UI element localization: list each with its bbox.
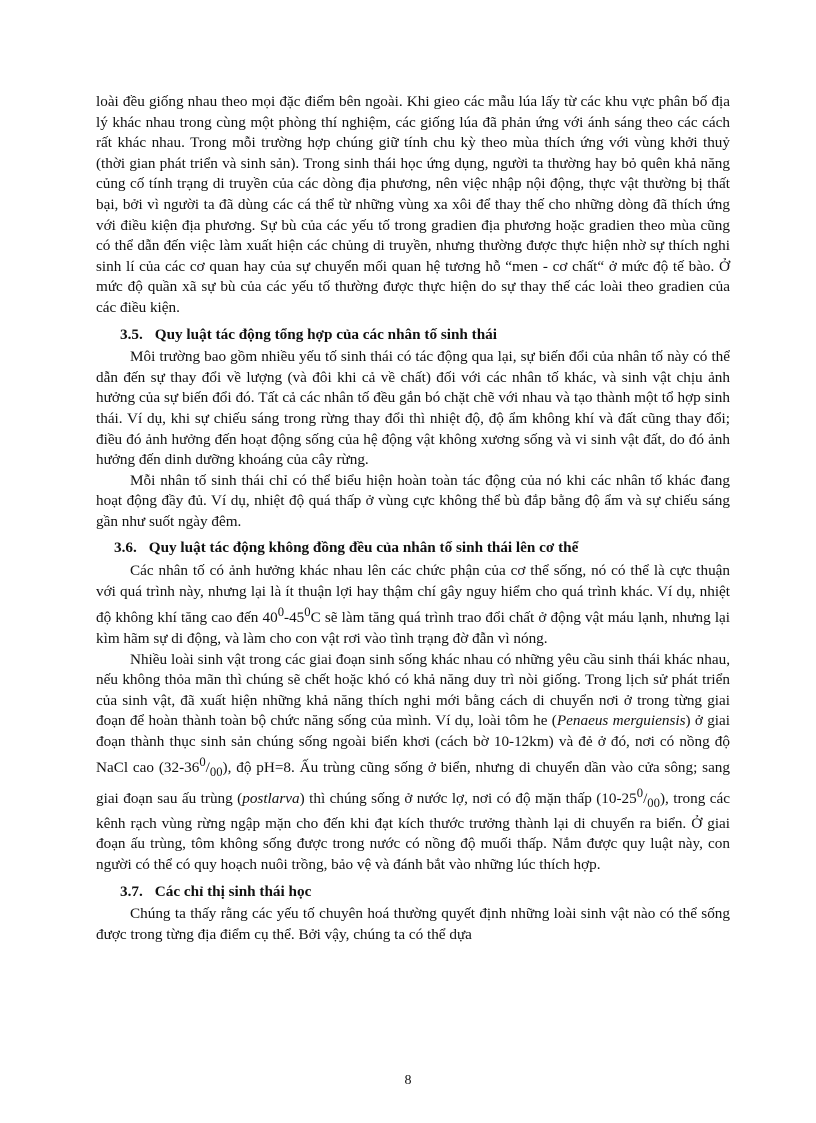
section-number: 3.6.: [114, 539, 137, 557]
document-page: [96, 92, 730, 945]
section-heading-3-7: [96, 882, 730, 903]
section-title: Quy luật tác động không đồng đều của nhân tố sinh thái lên cơ thể: [148, 539, 579, 557]
paragraph: Các nhân tố có ảnh hưởng khác nhau lên các chức phận của cơ thể sống, nó có thể là cực thuận với quá trình này, nhưng lại là ít thuận lợi hay thậm chí gây nguy hiểm cho quá trình khác. Ví dụ, nhiệt độ không khí tăng cao đến $40^0-45^0C$ sẽ làm tăng quá trình trao đổi chất ở động vật máu lạnh, nhưng lại kìm hãm sự di động, và làm cho con vật rơi vào tình trạng đờ đẫn vì nóng.: [96, 562, 730, 647]
paragraph-continuation: loài đều giống nhau theo mọi đặc điểm bên ngoài. Khi gieo các mẫu lúa lấy từ các khu vực phân bố địa lý khác nhau trong cùng một phòng thí nghiệm, các giống lúa đã phản ứng với ánh sáng theo các cách rất khác nhau. Trong mỗi trường hợp chúng giữ tính chu kỳ theo mùa thích ứng với vùng khởi thuỷ (thời gian phát triển và sinh sản). Trong sinh thái học ứng dụng, người ta thường hay bỏ quên khả năng củng cố tính trạng di truyền của các dòng địa phương, nên việc nhập nội động, thực vật thường bị thất bại, bởi vì người ta đã dùng các cá thể từ những vùng xa xôi để thay thế cho những dòng đã thích ứng với điều kiện địa phương. Sự bù của các yếu tố trong gradien địa phương hoặc gradien theo mùa cũng có thể dẫn đến việc làm xuất hiện các chủng di truyền, nhưng thường được thực hiện nhờ sự thích nghi sinh lí của các cơ quan hay của sự chuyển mối quan hệ tương hỗ “men - cơ chất“ ở mức độ tế bào. Ở mức độ quần xã sự bù của các yếu tố thường được thực hiện do sự thay thế các loài theo gradien của các điều kiện.: [96, 93, 730, 316]
section-heading-3-5: [96, 325, 730, 346]
section-number: 3.5.: [120, 325, 143, 343]
paragraph: Mỗi nhân tố sinh thái chỉ có thể biểu hiện hoàn toàn tác động của nó khi các nhân tố khác đang hoạt động đầy đủ. Ví dụ, nhiệt độ quá thấp ở vùng cực không thể bù đắp bằng độ ẩm và sự chiếu sáng gần như suốt ngày đêm.: [96, 471, 730, 530]
section-number: 3.7.: [120, 882, 143, 900]
section-heading-3-6: [96, 538, 730, 559]
species-name: Penaeus merguiensis: [556, 712, 686, 730]
paragraph: Nhiều loài sinh vật trong các giai đoạn sinh sống khác nhau có những yêu cầu sinh thái khác nhau, nếu không thỏa mãn thì chúng sẽ chết hoặc khó có khả năng duy trì nòi giống. Trong lịch sử phát triển của sinh vật, đã xuất hiện những khả năng thích nghi mới bằng cách di chuyển nơi ở trong từng giai đoạn để hoàn thành toàn bộ chức năng sống của mình. Ví dụ, loài tôm he (Penaeus merguiensis) ở giai đoạn thành thục sinh sản chúng sống ngoài biển khơi (cách bờ 10-12km) và đẻ ở đó, nơi có nồng độ NaCl cao $(32-36^0/_{00})$, độ pH=8. Ấu trùng cũng sống ở biển, nhưng di chuyển dần vào cửa sông; sang giai đoạn sau ấu trùng (postlarva) thì chúng sống ở nước lợ, nơi có độ mặn thấp $(10-25^0/_{00})$, trong các kênh rạch vùng rừng ngập mặn cho đến khi đạt kích thước trưởng thành lại di chuyển ra biển. Ở giai đoạn ấu trùng, tôm không sống được trong nước có nồng độ muối thấp. Nắm được quy luật này, con người có thể có quy hoạch nuôi trồng, bảo vệ và đánh bắt vào những lúc thích hợp.: [96, 650, 730, 874]
term-postlarva: postlarva: [242, 790, 300, 808]
section-title: Quy luật tác động tổng hợp của các nhân tố sinh thái: [154, 325, 497, 343]
page-number: 8: [404, 1073, 412, 1088]
paragraph: Chúng ta thấy rằng các yếu tố chuyên hoá thường quyết định những loài sinh vật nào có thể sống được trong từng địa điểm cụ thể. Bởi vậy, chúng ta có thể dựa: [96, 905, 730, 943]
paragraph: Môi trường bao gồm nhiều yếu tố sinh thái có tác động qua lại, sự biến đổi của nhân tố này có thể dẫn đến sự thay đổi về lượng (và đôi khi cả về chất) đối với các nhân tố khác, và sinh vật chịu ảnh hưởng của sự biến đổi đó. Tất cả các nhân tố đều gắn bó chặt chẽ với nhau và tạo thành một tổ hợp sinh thái. Ví dụ, khi sự chiếu sáng trong rừng thay đổi thì nhiệt độ, độ ẩm không khí và đất cũng thay đổi; điều đó ảnh hưởng đến hoạt động sống của hệ động vật không xương sống và vi sinh vật đất, do đó ảnh hưởng đến dinh dưỡng khoáng của cây rừng.: [96, 348, 730, 469]
section-title: Các chỉ thị sinh thái học: [154, 882, 312, 900]
